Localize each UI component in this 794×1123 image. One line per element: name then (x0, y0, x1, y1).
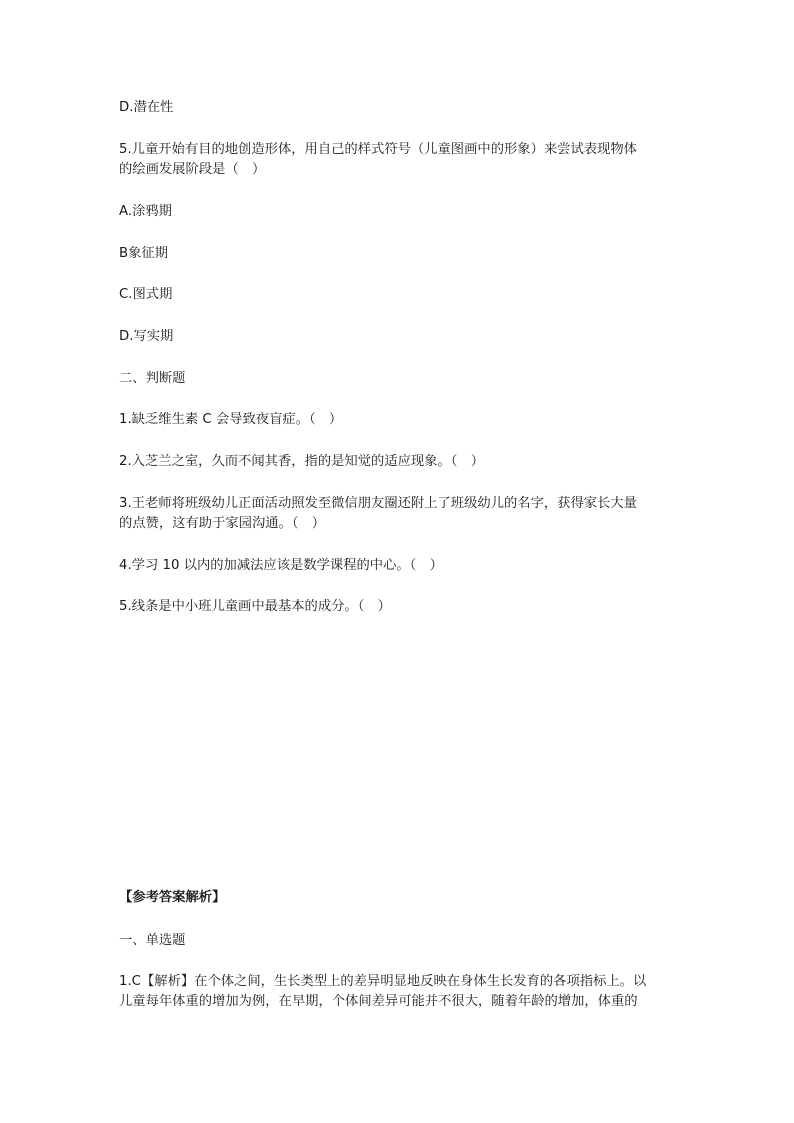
judgement-item-continuation: 的点赞，这有助于家园沟通。（ ） (119, 516, 326, 531)
q5-stem-line2: 的绘画发展阶段是（ ） (119, 162, 266, 177)
q5-stem-line1: 5.儿童开始有目的地创造形体，用自己的样式符号（儿童图画中的形象）来尝试表现物体 (119, 142, 637, 157)
judgement-item: 2.入芝兰之室，久而不闻其香，指的是知觉的适应现象。（ ） (119, 454, 485, 469)
answers-title: 【参考答案解析】 (119, 890, 226, 905)
q5-option-a: A.涂鸦期 (119, 204, 172, 219)
q5-option-c: C.图式期 (119, 287, 173, 302)
answers-subheading: 一、单选题 (119, 933, 186, 948)
answer-1-line1: 1.C【解析】在个体之间，生长类型上的差异明显地反映在身体生长发育的各项指标上。以 (119, 974, 647, 989)
judgement-item: 3.王老师将班级幼儿正面活动照发至微信朋友圈还附上了班级幼儿的名字，获得家长大量 (119, 496, 637, 511)
q4-option-d: D.潜在性 (119, 100, 174, 115)
judgement-item: 1.缺乏维生素 C 会导致夜盲症。（ ） (119, 412, 343, 427)
judgement-item: 4.学习 10 以内的加减法应该是数学课程的中心。（ ） (119, 558, 443, 573)
section-heading-judgement: 二、判断题 (119, 371, 186, 386)
q5-option-d: D.写实期 (119, 329, 174, 344)
answer-1-line2: 儿童每年体重的增加为例，在早期，个体间差异可能并不很大，随着年龄的增加，体重的 (119, 994, 638, 1009)
q5-option-b: B象征期 (119, 246, 169, 261)
judgement-item: 5.线条是中小班儿童画中最基本的成分。（ ） (119, 599, 391, 614)
